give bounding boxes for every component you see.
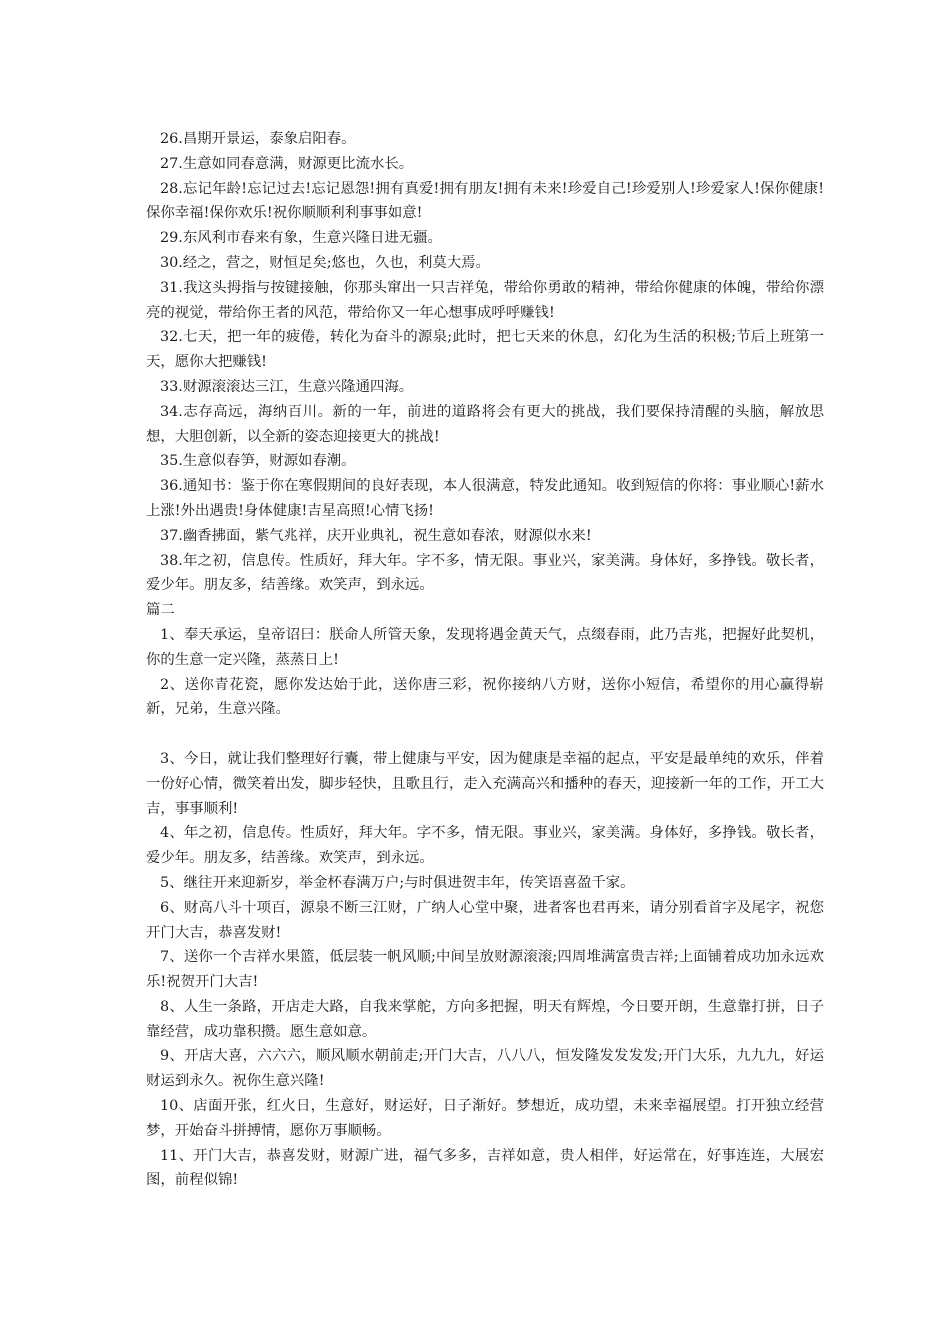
section-heading: 篇二: [146, 602, 175, 619]
list-item: 29.东风利市春来有象，生意兴隆日进无疆。: [160, 230, 442, 247]
list-item: 6、财高八斗十项百，源泉不断三江财，广纳人心堂中聚，进者客也君再来，请分别看首字及尾字，祝您开门大吉，恭喜发财!: [146, 899, 824, 941]
list-item: 38.年之初，信息传。性质好，拜大年。字不多，情无限。事业兴，家美满。身体好，多挣钱。敬长者，爱少年。朋友多，结善缘。欢笑声，到永远。: [146, 552, 824, 594]
list-item: 37.幽香拂面，紫气兆祥，庆开业典礼，祝生意如春浓，财源似水来!: [160, 527, 592, 544]
list-item: 7、送你一个吉祥水果篮，低层装一帆风顺;中间呈放财源滚滚;四周堆满富贵吉祥;上面铺着成功加永远欢乐!祝贺开门大吉!: [146, 949, 824, 991]
list-item: 8、人生一条路，开店走大路，自我来掌舵，方向多把握，明天有辉煌，今日要开朗，生意靠打拼，日子靠经营，成功靠积攒。愿生意如意。: [146, 998, 824, 1040]
list-item: 26.昌期开景运，泰象启阳春。: [160, 131, 356, 147]
list-item: 3、今日，就让我们整理好行囊，带上健康与平安，因为健康是幸福的起点，平安是最单纯的欢乐，伴着一份好心情，微笑着出发，脚步轻快，且歌且行，走入充满高兴和播种的春天，迎接新一年的工作，开工大吉，事事顺利!: [146, 750, 824, 817]
list-item: 33.财源滚滚达三江，生意兴隆通四海。: [160, 378, 414, 395]
list-item: 9、开店大喜，六六六，顺风顺水朝前走;开门大吉，八八八，恒发隆发发发发;开门大乐，九九九，好运财运到永久。祝你生意兴隆!: [146, 1048, 824, 1090]
list-item: 10、店面开张，红火日，生意好，财运好，日子渐好。梦想近，成功望，未来幸福展望。打开独立经营梦，开始奋斗拼搏情，愿你万事顺畅。: [146, 1098, 824, 1139]
list-item: 35.生意似春笋，财源如春潮。: [160, 453, 356, 470]
list-item: 36.通知书：鉴于你在寒假期间的良好表现，本人很满意，特发此通知。收到短信的你将：事业顺心!薪水上涨!外出遇贵!身体健康!吉星高照!心情飞扬!: [146, 478, 824, 519]
list-item: 5、继往开来迎新岁，举金杯春满万户;与时俱进贺丰年，传笑语喜盈千家。: [160, 874, 635, 891]
document-body: [146, 127, 824, 1193]
blank-line: [146, 722, 824, 747]
list-item: 4、年之初，信息传。性质好，拜大年。字不多，情无限。事业兴，家美满。身体好，多挣钱。敬长者，爱少年。朋友多，结善缘。欢笑声，到永远。: [146, 825, 824, 867]
list-item: 34.志存高远，海纳百川。新的一年，前进的道路将会有更大的挑战，我们要保持清醒的头脑，解放思想，大胆创新，以全新的姿态迎接更大的挑战!: [146, 403, 824, 445]
list-item: 28.忘记年龄!忘记过去!忘记恩怨!拥有真爱!拥有朋友!拥有未来!珍爱自己!珍爱别人!珍爱家人!保你健康!保你幸福!保你欢乐!祝你顺顺利利事事如意!: [146, 180, 824, 222]
list-item: 2、送你青花瓷，愿你发达始于此，送你唐三彩，祝你接纳八方财，送你小短信，希望你的用心赢得崭新，兄弟，生意兴隆。: [146, 676, 824, 718]
list-item: 31.我这头拇指与按键接触，你那头窜出一只吉祥兔，带给你勇敢的精神，带给你健康的体魄，带给你漂亮的视觉，带给你王者的风范，带给你又一年心想事成呼呼赚钱!: [146, 279, 824, 321]
list-item: 30.经之，营之，财恒足矣;悠也，久也，利莫大焉。: [160, 254, 490, 271]
list-item: 32.七天，把一年的疲倦，转化为奋斗的源泉;此时，把七天来的休息，幻化为生活的积极;节后上班第一天，愿你大把赚钱!: [146, 329, 824, 371]
list-item: 1、奉天承运，皇帝诏曰：朕命人所管天象，发现将遇金黄天气，点缀春雨，此乃吉兆，把握好此契机，你的生意一定兴隆，蒸蒸日上!: [146, 626, 824, 668]
list-item: 11、开门大吉，恭喜发财，财源广进，福气多多，吉祥如意，贵人相伴，好运常在，好事连连，大展宏图，前程似锦!: [146, 1147, 824, 1189]
list-item: 27.生意如同春意满，财源更比流水长。: [160, 155, 414, 172]
